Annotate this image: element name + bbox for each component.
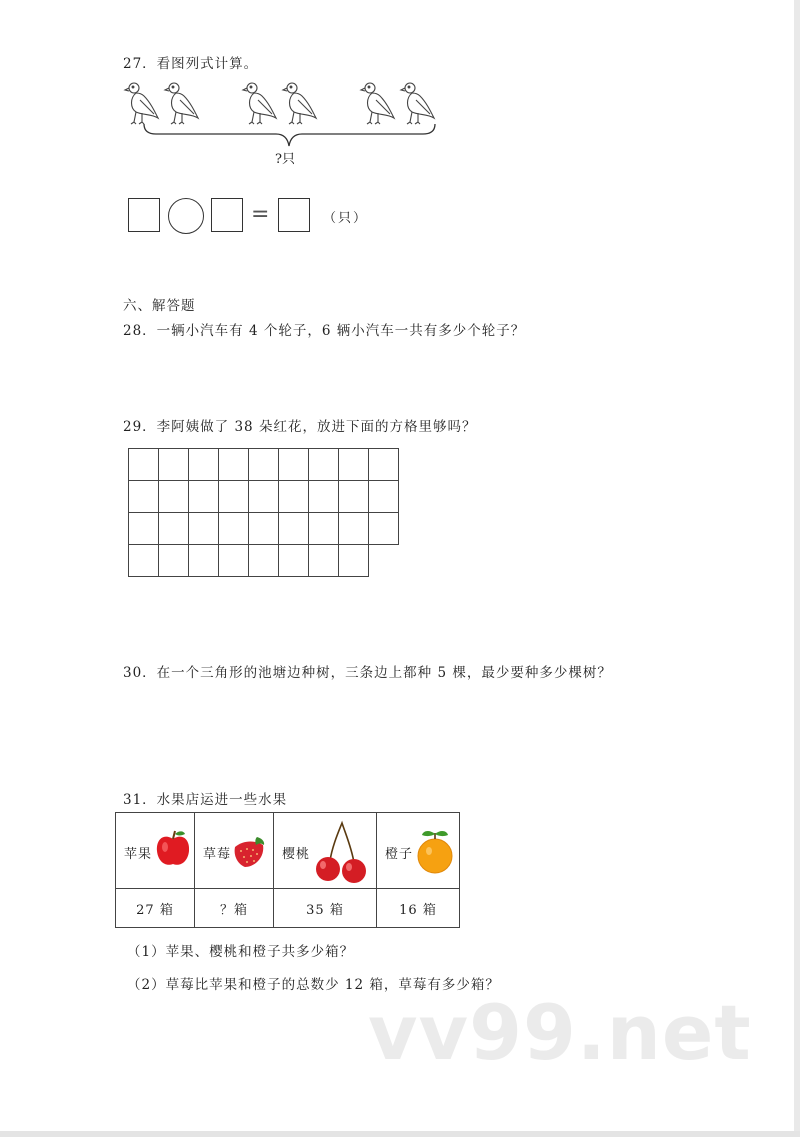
answer-box-2[interactable] — [211, 198, 243, 232]
bird-icon — [240, 80, 280, 126]
section-title: 六、解答题 — [123, 298, 196, 314]
q31-title: 31．水果店运进一些水果 — [123, 792, 288, 808]
equals-sign: = — [251, 202, 270, 227]
fruit-value-apple: 27 箱 — [116, 889, 195, 928]
q29-text: 29．李阿姨做了 38 朵红花，放进下面的方格里够吗？ — [123, 419, 477, 435]
fruit-image-row — [116, 813, 460, 889]
q31-sub2: （2）草莓比苹果和橙子的总数少 12 箱，草莓有多少箱？ — [127, 977, 500, 993]
fruit-value-row — [116, 889, 460, 928]
unit-label: （只） — [323, 211, 369, 226]
watermark: vv99.net — [368, 988, 752, 1077]
fruit-name: 草莓 — [203, 847, 232, 862]
answer-box-1[interactable] — [128, 198, 160, 232]
page-bottom-edge — [0, 1131, 800, 1137]
fruit-table — [115, 812, 460, 928]
fruit-cell-orange — [377, 813, 459, 888]
operator-circle[interactable] — [168, 198, 204, 234]
fruit-name: 樱桃 — [282, 847, 311, 862]
grid-row — [128, 480, 398, 512]
fruit-value-orange: 16 箱 — [377, 889, 460, 928]
fruit-value-cherry: 35 箱 — [274, 889, 377, 928]
bird-icon — [398, 80, 438, 126]
fruit-name: 橙子 — [385, 847, 414, 862]
fruit-cell-strawberry — [195, 813, 273, 888]
answer-box-result[interactable] — [278, 198, 310, 232]
fruit-value-strawberry: ？箱 — [195, 889, 274, 928]
brace-label: ?只 — [275, 152, 295, 167]
strawberry-icon — [231, 835, 267, 869]
bird-icon — [162, 80, 202, 126]
grid-row — [128, 544, 368, 576]
fruit-cell-cherry — [274, 813, 376, 888]
bird-icon — [358, 80, 398, 126]
apple-icon — [154, 829, 192, 869]
bird-icon — [122, 80, 162, 126]
fruit-name: 苹果 — [124, 847, 153, 862]
page-right-edge — [794, 0, 800, 1137]
cherry-icon — [312, 819, 372, 885]
bird-icon — [280, 80, 320, 126]
grid-row — [128, 448, 398, 480]
grid-row — [128, 512, 398, 544]
q30-text: 30．在一个三角形的池塘边种树，三条边上都种 5 棵，最少要种多少棵树？ — [123, 665, 612, 681]
q27-title: 27．看图列式计算。 — [123, 56, 259, 72]
fruit-cell-apple — [116, 813, 194, 888]
q31-sub1: （1）苹果、樱桃和橙子共多少箱？ — [127, 944, 355, 960]
q28-text: 28．一辆小汽车有 4 个轮子，6 辆小汽车一共有多少个轮子？ — [123, 323, 526, 339]
orange-icon — [415, 827, 455, 875]
